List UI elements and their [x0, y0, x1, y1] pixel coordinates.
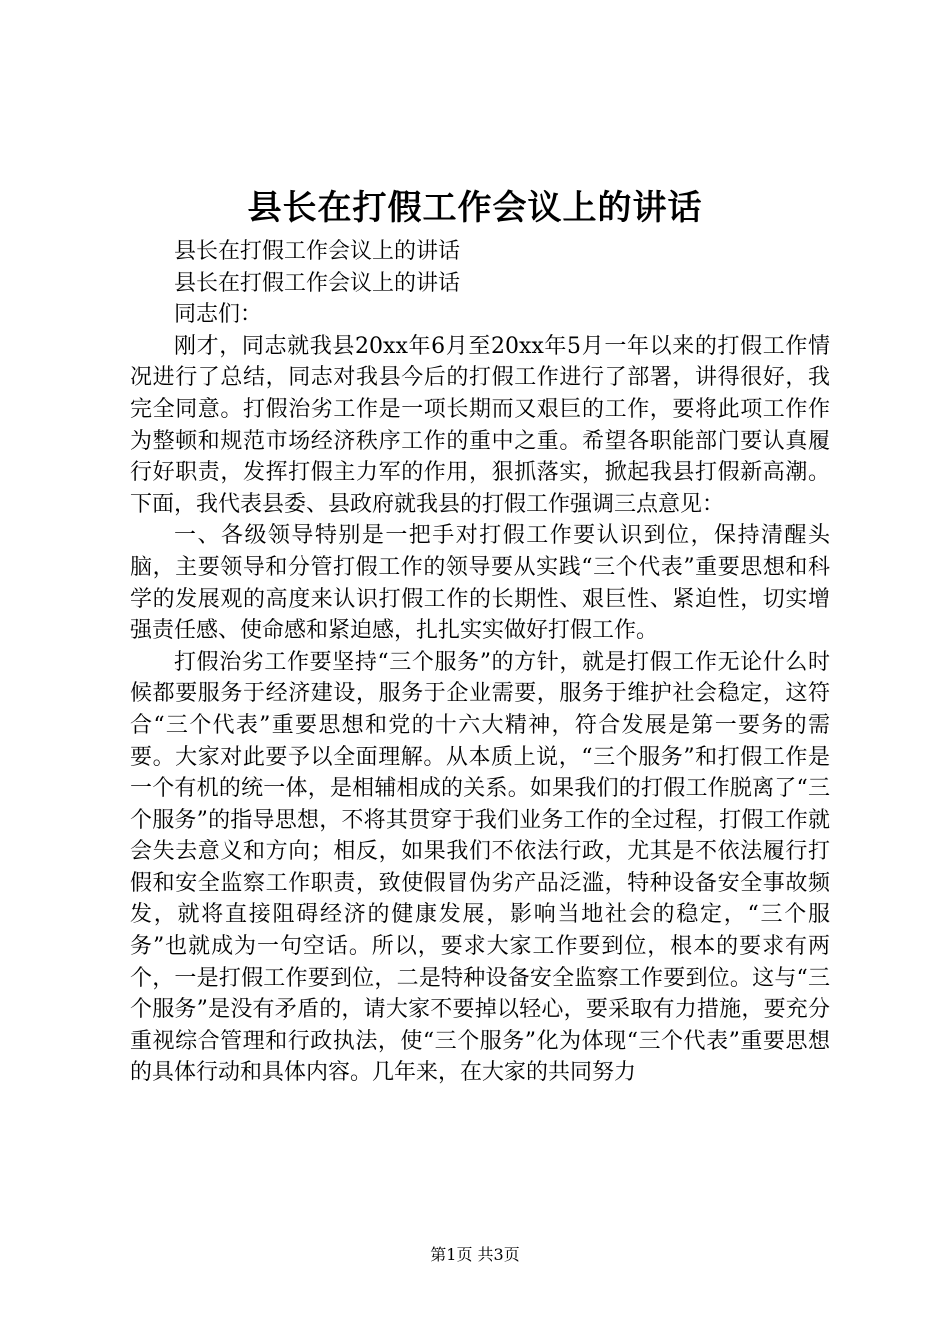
paragraph: 一、各级领导特别是一把手对打假工作要认识到位，保持清醒头脑，主要领导和分管打假工作的领导要从实践“三个代表”重要思想和科学的发展观的高度来认识打假工作的长期性、艰巨性、紧迫性，切实增强责任感、使命感和紧迫感，扎扎实实做好打假工作。	[130, 523, 830, 644]
document-body	[130, 236, 830, 1089]
document-title: 县长在打假工作会议上的讲话	[247, 188, 703, 228]
subtitle-line: 县长在打假工作会议上的讲话	[174, 270, 461, 296]
salutation: 同志们：	[174, 302, 263, 328]
subtitle-line: 县长在打假工作会议上的讲话	[174, 239, 461, 264]
paragraph: 打假治劣工作要坚持“三个服务”的方针，就是打假工作无论什么时候都要服务于经济建设，服务于企业需要，服务于维护社会稳定，这符合“三个代表”重要思想和党的十六大精神，符合发展是第一要务的需要。大家对此要予以全面理解。从本质上说，“三个服务”和打假工作是一个有机的统一体，是相辅相成的关系。如果我们的打假工作脱离了“三个服务”的指导思想，不将其贯穿于我们业务工作的全过程，打假工作就会失去意义和方向；相反，如果我们不依法行政，尤其是不依法履行打假和安全监察工作职责，致使假冒伪劣产品泛滥，特种设备安全事故频发，就将直接阻碍经济的健康发展，影响当地社会的稳定，“三个服务”也就成为一句空话。所以，要求大家工作要到位，根本的要求有两个，一是打假工作要到位，二是特种设备安全监察工作要到位。这与“三个服务”是没有矛盾的，请大家不要掉以轻心，要采取有力措施，要充分重视综合管理和行政执法，使“三个服务”化为体现“三个代表”重要思想的具体行动和具体内容。几年来，在大家的共同努力	[130, 649, 830, 1086]
paragraph: 刚才，同志就我县20xx年6月至20xx年5月一年以来的打假工作情况进行了总结，同志对我县今后的打假工作进行了部署，讲得很好，我完全同意。打假治劣工作是一项长期而又艰巨的工作，要将此项工作作为整顿和规范市场经济秩序工作的重中之重。希望各职能部门要认真履行好职责，发挥打假主力军的作用，狠抓落实，掀起我县打假新高潮。下面，我代表县委、县政府就我县的打假工作强调三点意见：	[130, 333, 830, 517]
page-number-footer: 第1页 共3页	[430, 1245, 520, 1264]
